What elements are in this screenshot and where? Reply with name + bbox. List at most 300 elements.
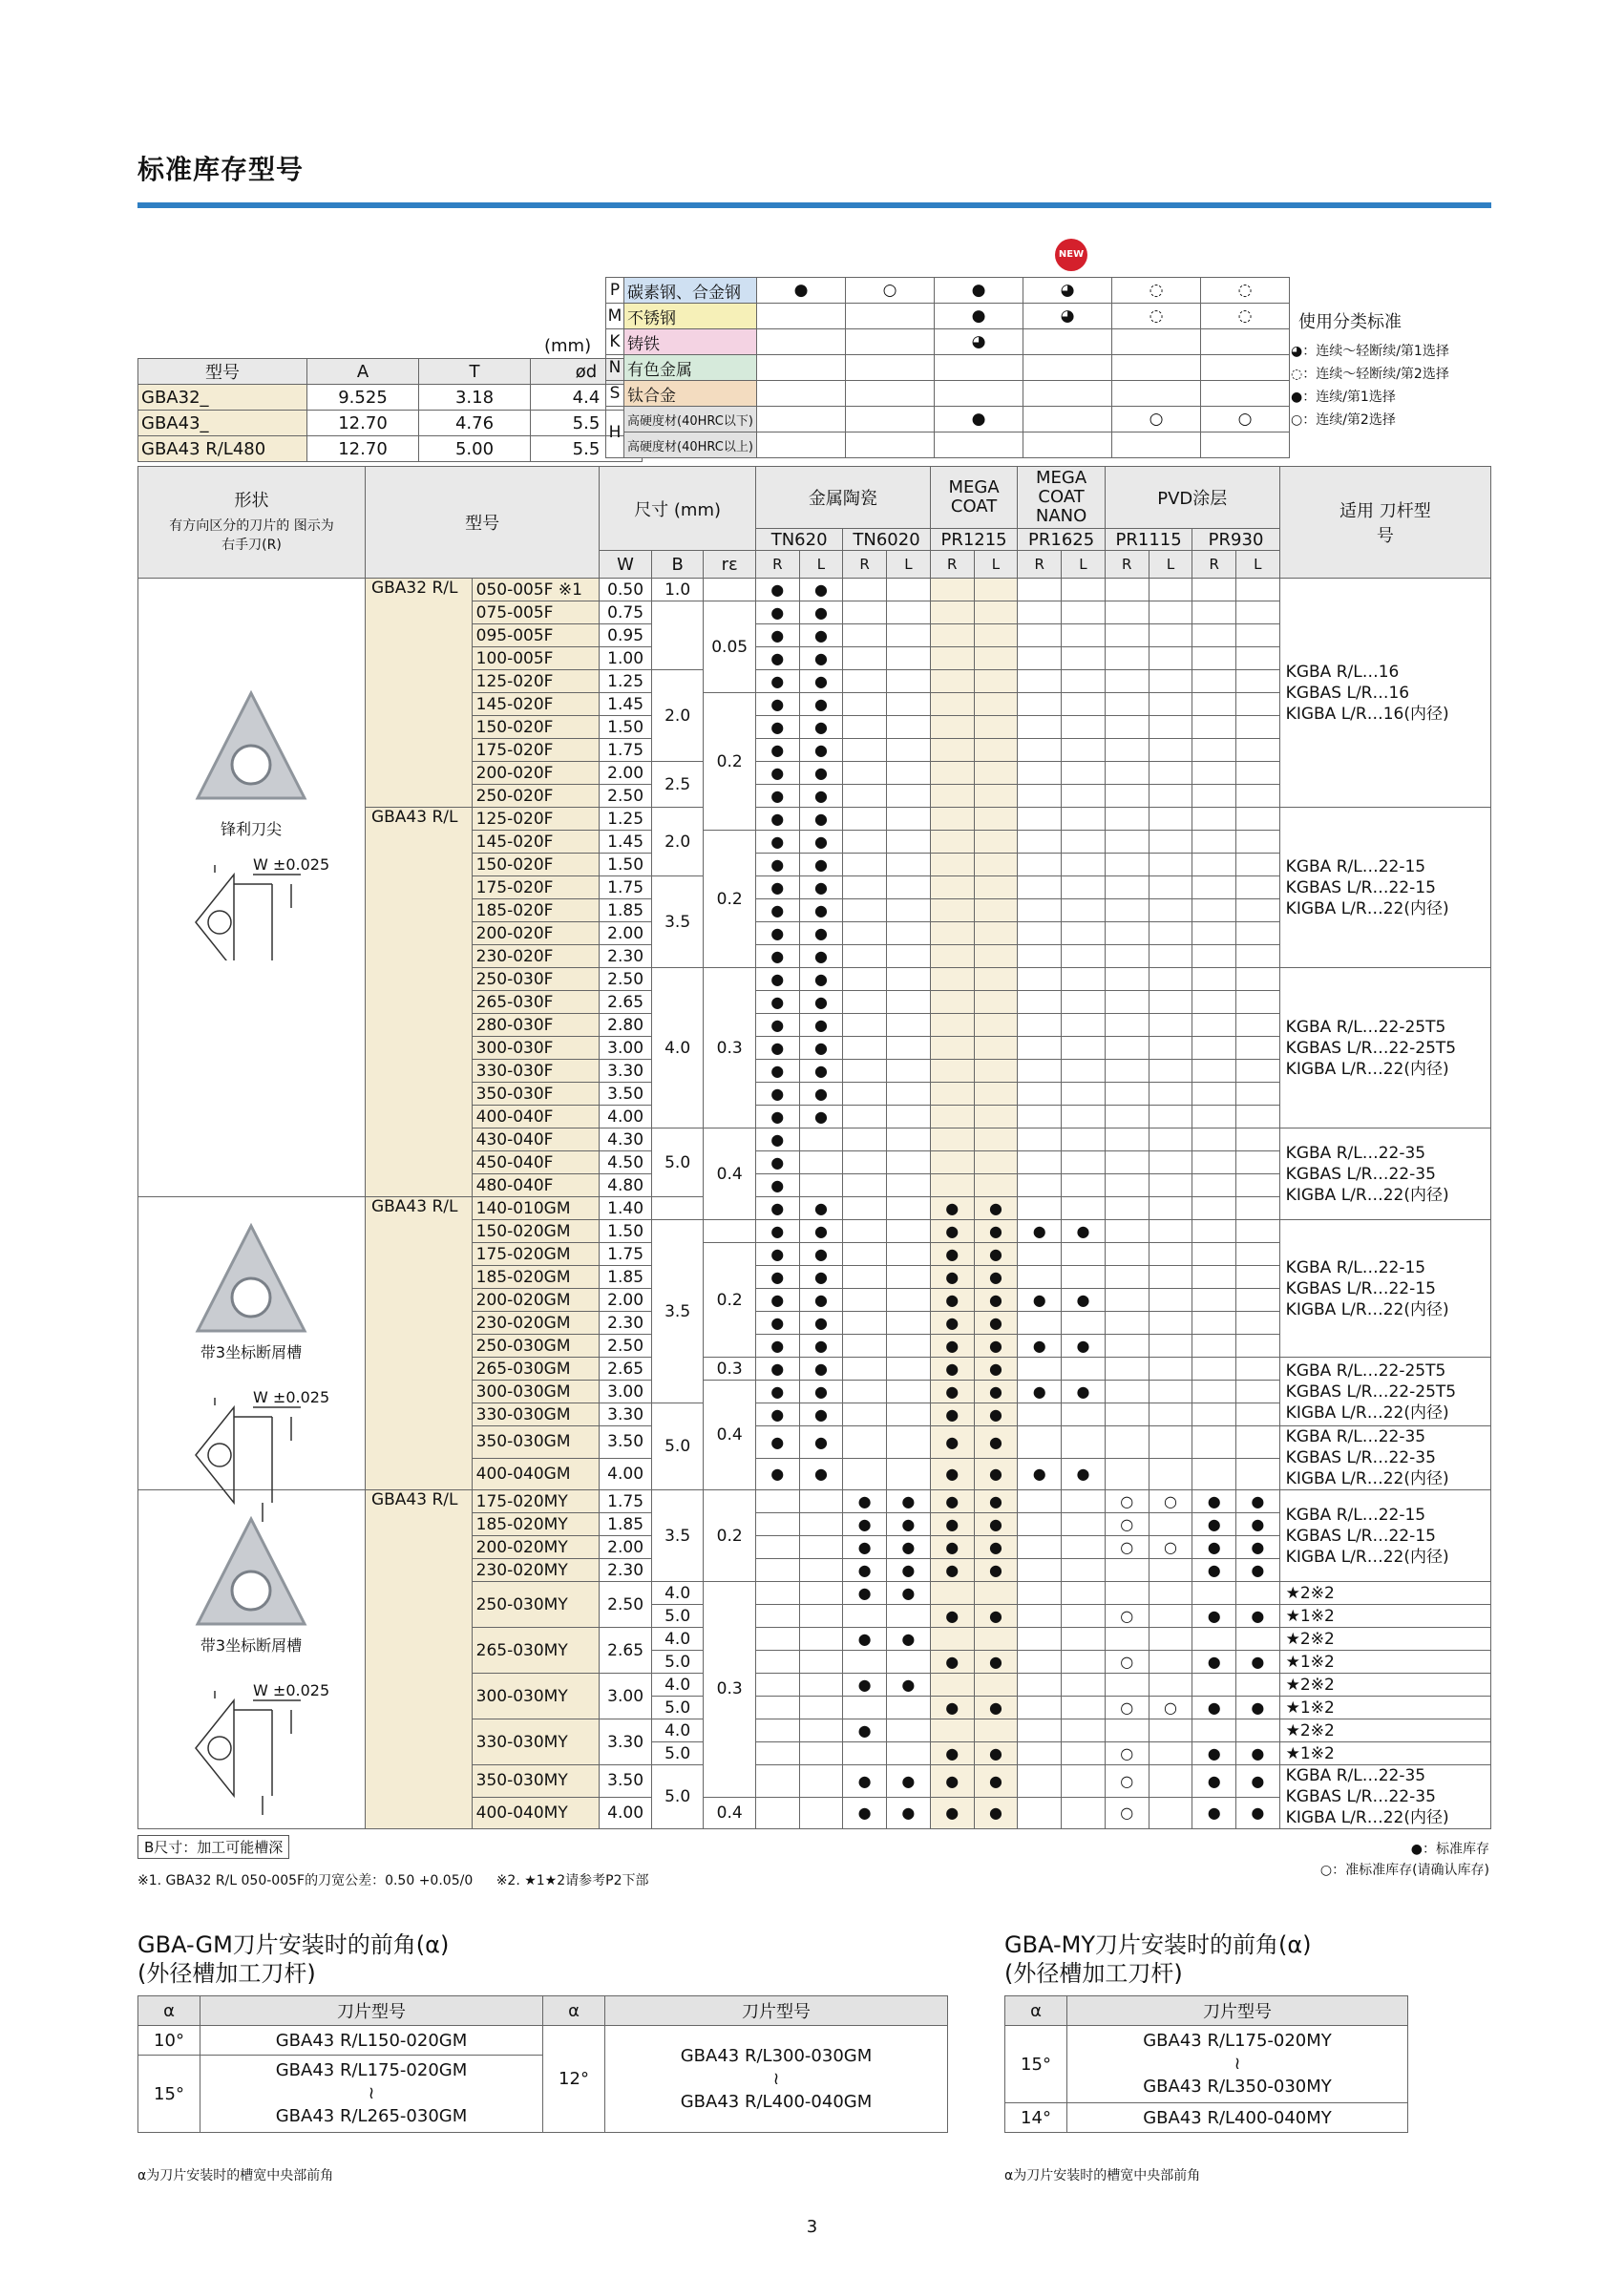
depth-b: 4.0: [651, 1719, 703, 1742]
stock-mark: [755, 1719, 799, 1742]
stock-mark: [887, 1266, 931, 1289]
stock-mark: ●: [755, 1151, 799, 1174]
stock-mark: ●: [974, 1312, 1018, 1335]
stock-mark: [1236, 1289, 1280, 1312]
header-r: R: [1018, 551, 1062, 579]
stock-mark: ●: [843, 1536, 887, 1559]
applicable-holder: ★2※2: [1279, 1674, 1490, 1697]
stock-mark: [1018, 1719, 1062, 1742]
stock-mark: [1105, 1458, 1149, 1490]
stock-mark: [1192, 647, 1236, 670]
header-cermet: 金属陶瓷: [755, 467, 930, 529]
stock-mark: [887, 579, 931, 601]
stock-mark: ●: [887, 1513, 931, 1536]
stock-mark: [1062, 1197, 1106, 1220]
stock-mark: ●: [799, 739, 843, 762]
width-w: 2.00: [600, 1536, 652, 1559]
stock-mark: ●: [1192, 1765, 1236, 1798]
stock-mark: [1149, 876, 1192, 899]
stock-mark: ●: [799, 716, 843, 739]
stock-mark: [1236, 1174, 1280, 1197]
shape-caption: 锋利刀尖: [220, 820, 282, 838]
stock-mark: [930, 762, 974, 785]
my-title-line1: GBA-MY刀片安装时的前角(α): [1004, 1931, 1312, 1958]
stock-mark: [1149, 1513, 1192, 1536]
stock-mark: [1192, 624, 1236, 647]
stock-mark: [1149, 808, 1192, 831]
stock-mark: [1062, 1106, 1106, 1128]
stock-mark: [1062, 831, 1106, 854]
stock-mark: [755, 1651, 799, 1674]
header-w: W: [600, 551, 652, 579]
stock-mark: [974, 1014, 1018, 1037]
stock-mark: ○: [1149, 1490, 1192, 1513]
stock-mark: [887, 1151, 931, 1174]
stock-mark: [1018, 1151, 1062, 1174]
stock-mark: [1149, 1266, 1192, 1289]
stock-mark: [974, 624, 1018, 647]
stock-mark: ●: [974, 1243, 1018, 1266]
stock-mark: [1018, 1243, 1062, 1266]
stock-mark: ●: [799, 1426, 843, 1459]
stock-mark: [1018, 1513, 1062, 1536]
stock-mark: [1192, 1381, 1236, 1403]
width-w: 2.50: [600, 968, 652, 991]
stock-mark: [887, 968, 931, 991]
stock-mark: ●: [755, 1403, 799, 1426]
stock-mark: [1149, 1628, 1192, 1651]
stock-mark: [799, 1605, 843, 1628]
stock-mark: [1062, 647, 1106, 670]
stock-mark: [1236, 1220, 1280, 1243]
stock-mark: [1105, 1151, 1149, 1174]
width-w: 3.50: [600, 1083, 652, 1106]
holder-model: KGBA R/L…22-25T5: [1285, 1017, 1446, 1037]
material-grade-cell: ○: [846, 278, 935, 304]
holder-model: KIGBA L/R…22(内径): [1285, 1185, 1449, 1205]
stock-mark: [1105, 968, 1149, 991]
stock-mark: [755, 1797, 799, 1829]
holder-model: KGBA R/L…22-15: [1285, 1257, 1426, 1277]
width-w: 1.45: [600, 831, 652, 854]
stock-mark: ●: [930, 1605, 974, 1628]
stock-mark: ●: [755, 601, 799, 624]
stock-mark: [1236, 1381, 1280, 1403]
stock-mark: [1062, 762, 1106, 785]
stock-mark: [1018, 1128, 1062, 1151]
header-l: L: [974, 551, 1018, 579]
width-tolerance: W ±0.025: [253, 1681, 330, 1699]
stock-mark: [1018, 1490, 1062, 1513]
stock-mark: ●: [755, 1083, 799, 1106]
stock-mark: [843, 968, 887, 991]
stock-mark: [974, 808, 1018, 831]
material-name: 不锈钢: [624, 304, 757, 329]
my-alpha: 15°: [1005, 2026, 1067, 2103]
stock-mark: [843, 1289, 887, 1312]
stock-mark: [843, 876, 887, 899]
stock-mark: ●: [843, 1797, 887, 1829]
stock-mark: [1105, 579, 1149, 601]
stock-mark: [1018, 601, 1062, 624]
stock-mark: ●: [887, 1582, 931, 1605]
header-size: 尺寸 (mm): [600, 467, 756, 551]
stock-mark: [843, 1060, 887, 1083]
model-number: 125-020F: [472, 670, 600, 693]
stock-mark: [887, 1060, 931, 1083]
stock-mark: ●: [755, 1174, 799, 1197]
stock-mark: ●: [930, 1335, 974, 1358]
depth-b: 1.0: [651, 579, 703, 601]
stock-mark: [1062, 1536, 1106, 1559]
material-code: N: [606, 355, 624, 381]
stock-mark: [1149, 1797, 1192, 1829]
model-series: GBA43 R/L: [365, 808, 472, 1197]
model-number: 300-030F: [472, 1037, 600, 1060]
stock-mark: [887, 876, 931, 899]
stock-mark: [930, 1174, 974, 1197]
model-number: 230-020F: [472, 945, 600, 968]
width-w: 2.50: [600, 1582, 652, 1628]
stock-mark: [1192, 762, 1236, 785]
stock-mark: ●: [974, 1220, 1018, 1243]
stock-mark: [843, 1312, 887, 1335]
stock-mark: [843, 899, 887, 922]
stock-mark: [1062, 601, 1106, 624]
corner-radius: 0.2: [704, 1490, 756, 1582]
legend-item: ○：连续/第2选择: [1291, 412, 1396, 428]
header-l: L: [887, 551, 931, 579]
stock-mark: [1192, 1358, 1236, 1381]
stock-mark: [1105, 1358, 1149, 1381]
stock-mark: ●: [930, 1403, 974, 1426]
stock-mark: [1018, 1060, 1062, 1083]
stock-mark: [843, 1605, 887, 1628]
stock-mark: [887, 1220, 931, 1243]
stock-mark: [1192, 1128, 1236, 1151]
stock-mark: [1192, 899, 1236, 922]
stock-mark: ●: [755, 968, 799, 991]
stock-mark: [1149, 1719, 1192, 1742]
corner-radius: 0.2: [704, 1243, 756, 1358]
stock-mark: [1192, 1220, 1236, 1243]
header-l: L: [799, 551, 843, 579]
gm-alpha: 15°: [138, 2056, 200, 2133]
stock-mark: [974, 1060, 1018, 1083]
stock-mark: [1018, 1426, 1062, 1459]
stock-mark: [843, 1243, 887, 1266]
stock-mark: [843, 1083, 887, 1106]
grade-pr1115: PR1115: [1105, 529, 1192, 551]
stock-mark: [887, 624, 931, 647]
stock-mark: ●: [755, 1243, 799, 1266]
stock-mark: ●: [974, 1490, 1018, 1513]
stock-mark: [887, 1174, 931, 1197]
model-number: 175-020MY: [472, 1490, 600, 1513]
stock-mark: [843, 670, 887, 693]
material-grade-cell: ◌: [1201, 304, 1290, 329]
width-w: 1.50: [600, 1220, 652, 1243]
stock-mark: ●: [930, 1266, 974, 1289]
stock-mark: [755, 1490, 799, 1513]
model-number: 265-030F: [472, 991, 600, 1014]
stock-mark: ●: [1192, 1559, 1236, 1582]
stock-mark: ●: [930, 1742, 974, 1765]
corner-radius: 0.3: [704, 968, 756, 1128]
stock-mark: ●: [755, 1358, 799, 1381]
stock-mark: [1105, 1403, 1149, 1426]
stock-mark: ●: [799, 647, 843, 670]
stock-mark: ●: [799, 1358, 843, 1381]
stock-mark: [1236, 1243, 1280, 1266]
stock-mark: [1105, 808, 1149, 831]
model-number: 350-030GM: [472, 1426, 600, 1459]
stock-mark: ●: [843, 1765, 887, 1798]
stock-mark: [1149, 1312, 1192, 1335]
my-h-model: 刀片型号: [1067, 1996, 1408, 2026]
stock-mark: [1192, 831, 1236, 854]
stock-mark: [1236, 1312, 1280, 1335]
stock-mark: ●: [1018, 1289, 1062, 1312]
stock-mark: ●: [799, 1289, 843, 1312]
stock-mark: ●: [887, 1490, 931, 1513]
model-number: 175-020F: [472, 876, 600, 899]
stock-mark: [1018, 945, 1062, 968]
stock-mark: [1149, 601, 1192, 624]
stock-mark: [1062, 876, 1106, 899]
stock-mark: [974, 1674, 1018, 1697]
stock-mark: ○: [1105, 1513, 1149, 1536]
model-number: 300-030MY: [472, 1674, 600, 1719]
stock-mark: [843, 1014, 887, 1037]
stock-mark: [887, 1381, 931, 1403]
material-code: M: [606, 304, 624, 329]
stock-mark: [1105, 831, 1149, 854]
stock-mark: [974, 1083, 1018, 1106]
stock-mark: ●: [974, 1381, 1018, 1403]
stock-mark: [1236, 693, 1280, 716]
stock-mark: ●: [799, 1266, 843, 1289]
stock-mark: ●: [930, 1536, 974, 1559]
material-name: 高硬度材(40HRC以上): [624, 432, 757, 458]
applicable-holder: ★2※2: [1279, 1582, 1490, 1605]
stock-mark: ●: [799, 922, 843, 945]
stock-mark: [1105, 1335, 1149, 1358]
stock-mark: [1236, 1037, 1280, 1060]
stock-mark: [1192, 1060, 1236, 1083]
note-2: ※2. ★1★2请参考P2下部: [496, 1873, 649, 1888]
stock-mark: ●: [755, 785, 799, 808]
width-w: 1.75: [600, 739, 652, 762]
stock-mark: [974, 831, 1018, 854]
material-name: 高硬度材(40HRC以下): [624, 407, 757, 432]
depth-b: 3.5: [651, 876, 703, 968]
stock-mark: ●: [1192, 1513, 1236, 1536]
stock-mark: [930, 854, 974, 876]
stock-mark: [1105, 1381, 1149, 1403]
stock-mark: [887, 1403, 931, 1426]
material-grade-cell: ◕: [1023, 278, 1112, 304]
stock-mark: [1018, 716, 1062, 739]
stock-mark: [1105, 1106, 1149, 1128]
stock-mark: ●: [755, 831, 799, 854]
stock-mark: [1018, 1797, 1062, 1829]
model-number: 075-005F: [472, 601, 600, 624]
stock-mark: [1236, 1060, 1280, 1083]
depth-b: [651, 1197, 703, 1220]
stock-legend: [1241, 1839, 1489, 1881]
model-number: 480-040F: [472, 1174, 600, 1197]
stock-mark: ●: [930, 1559, 974, 1582]
stock-mark: ●: [1018, 1220, 1062, 1243]
stock-mark: [1236, 991, 1280, 1014]
stock-mark: [1236, 624, 1280, 647]
corner-radius: 0.2: [704, 831, 756, 968]
stock-mark: ●: [974, 1605, 1018, 1628]
stock-mark: ●: [1236, 1742, 1280, 1765]
material-name: 铸铁: [624, 329, 757, 355]
stock-mark: [843, 1426, 887, 1459]
stock-mark: [974, 1151, 1018, 1174]
stock-mark: ●: [974, 1559, 1018, 1582]
header-b: B: [651, 551, 703, 579]
width-w: 1.85: [600, 1513, 652, 1536]
model-number: 145-020F: [472, 831, 600, 854]
stock-mark: [799, 1719, 843, 1742]
header-r: R: [843, 551, 887, 579]
stock-mark: [843, 1220, 887, 1243]
stock-mark: [1236, 785, 1280, 808]
stock-mark: [887, 1742, 931, 1765]
corner-radius: 0.4: [704, 1128, 756, 1220]
stock-mark: [1105, 1582, 1149, 1605]
stock-mark: ●: [1192, 1742, 1236, 1765]
stock-mark: [1062, 991, 1106, 1014]
stock-mark: [1192, 1174, 1236, 1197]
model-number: 185-020GM: [472, 1266, 600, 1289]
material-grade-cell: [1023, 355, 1112, 381]
stock-mark: [1062, 968, 1106, 991]
stock-mark: [887, 739, 931, 762]
header-r: R: [1192, 551, 1236, 579]
stock-mark: ●: [930, 1243, 974, 1266]
stock-mark: [799, 1536, 843, 1559]
stock-mark: [843, 647, 887, 670]
stock-mark: ●: [843, 1719, 887, 1742]
stock-mark: ●: [930, 1513, 974, 1536]
stock-mark: [930, 968, 974, 991]
stock-mark: [1062, 785, 1106, 808]
material-table: [605, 277, 1290, 458]
material-grade-cell: ○: [1201, 407, 1290, 432]
stock-mark: ●: [1192, 1605, 1236, 1628]
stock-mark: [1105, 1197, 1149, 1220]
stock-mark: [887, 647, 931, 670]
stock-mark: [887, 1426, 931, 1459]
insert-drawing: [138, 579, 364, 960]
stock-mark: [974, 1174, 1018, 1197]
stock-mark: ●: [887, 1765, 931, 1798]
stock-mark: [1062, 1083, 1106, 1106]
title-divider: [137, 202, 1491, 208]
stock-legend-quasi: ○：准标准库存(请确认库存): [1319, 1863, 1489, 1878]
legend-item: ●：连续/第1选择: [1291, 390, 1396, 405]
stock-mark: [887, 1128, 931, 1151]
stock-mark: [755, 1765, 799, 1798]
my-model-range: [1067, 2026, 1408, 2103]
header-mega-nano: MEGA COAT NANO: [1018, 467, 1106, 529]
stock-mark: [1018, 876, 1062, 899]
header-model: 型号: [365, 467, 599, 579]
stock-mark: [1149, 1174, 1192, 1197]
gm-h-model: 刀片型号: [200, 1996, 543, 2026]
width-w: 3.50: [600, 1426, 652, 1459]
stock-mark: [1105, 1719, 1149, 1742]
stock-mark: ●: [755, 1128, 799, 1151]
gm-footnote: α为刀片安装时的槽宽中央部前角: [137, 2168, 334, 2183]
stock-mark: [974, 670, 1018, 693]
stock-mark: [1236, 876, 1280, 899]
stock-mark: [1149, 1559, 1192, 1582]
stock-mark: ●: [1062, 1381, 1106, 1403]
width-w: 3.30: [600, 1060, 652, 1083]
stock-mark: ●: [755, 1014, 799, 1037]
stock-mark: [930, 945, 974, 968]
stock-mark: [930, 1083, 974, 1106]
stock-mark: [1018, 1174, 1062, 1197]
width-w: 2.50: [600, 785, 652, 808]
stock-mark: [1149, 647, 1192, 670]
stock-mark: [1062, 1037, 1106, 1060]
stock-mark: [1236, 762, 1280, 785]
stock-mark: [1105, 716, 1149, 739]
stock-mark: [1149, 1381, 1192, 1403]
stock-mark: [1018, 785, 1062, 808]
stock-mark: [1236, 1403, 1280, 1426]
applicable-holder: [1279, 968, 1490, 1128]
stock-mark: [843, 945, 887, 968]
stock-mark: ●: [974, 1358, 1018, 1381]
depth-b: 5.0: [651, 1651, 703, 1674]
stock-mark: [887, 1605, 931, 1628]
holder-model: KIGBA L/R…22(内径): [1285, 1547, 1449, 1567]
stock-mark: [1105, 670, 1149, 693]
stock-mark: ●: [755, 876, 799, 899]
stock-mark: [843, 1742, 887, 1765]
stock-mark: ●: [799, 1403, 843, 1426]
stock-mark: [799, 1797, 843, 1829]
stock-mark: [1018, 1106, 1062, 1128]
depth-b: 5.0: [651, 1128, 703, 1197]
stock-mark: [1192, 1403, 1236, 1426]
stock-mark: [1062, 579, 1106, 601]
stock-mark: [1192, 1014, 1236, 1037]
stock-mark: [1236, 1083, 1280, 1106]
stock-mark: [974, 762, 1018, 785]
stock-mark: [1149, 1765, 1192, 1798]
model-number: 250-020F: [472, 785, 600, 808]
width-w: 3.00: [600, 1037, 652, 1060]
stock-mark: [887, 922, 931, 945]
stock-mark: [1105, 647, 1149, 670]
stock-mark: [1062, 1797, 1106, 1829]
header-re: rε: [704, 551, 756, 579]
stock-mark: ●: [799, 762, 843, 785]
stock-mark: ●: [755, 1458, 799, 1490]
model-series: GBA32 R/L: [365, 579, 472, 808]
stock-mark: [1236, 922, 1280, 945]
stock-mark: ●: [974, 1403, 1018, 1426]
